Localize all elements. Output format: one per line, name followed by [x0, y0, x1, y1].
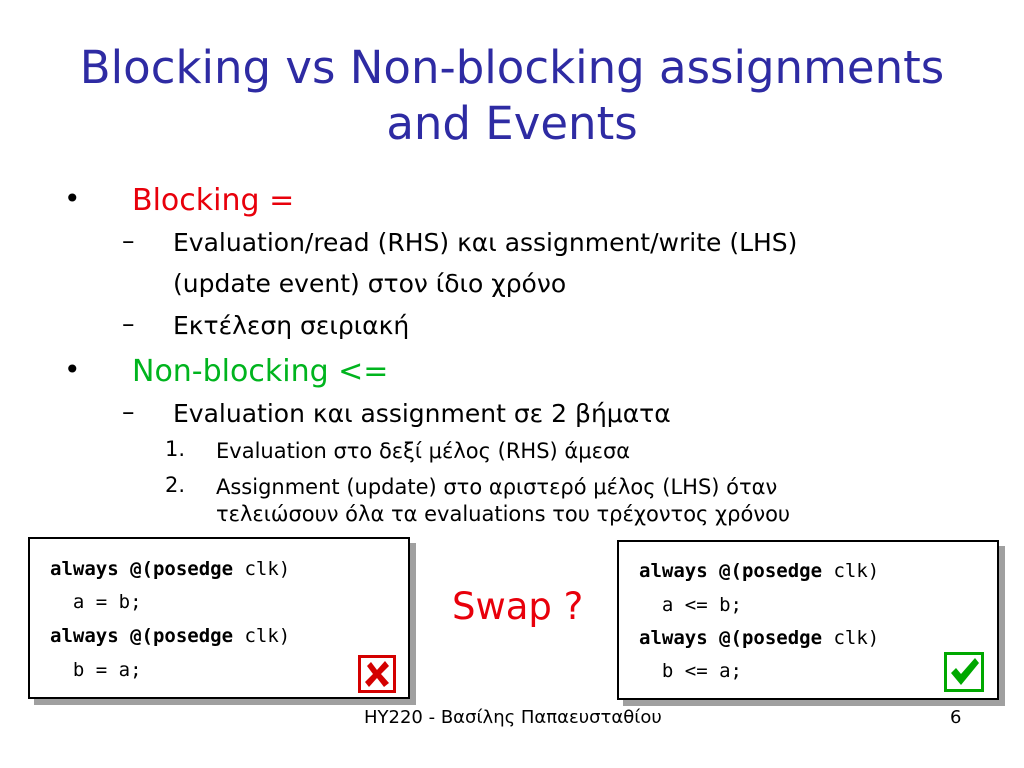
code-line: a = b;: [50, 591, 142, 613]
code-text: clk): [822, 627, 880, 649]
code-line: [639, 559, 879, 583]
nonblocking-code-box: [617, 540, 999, 700]
code-line: [50, 624, 290, 648]
bullet-marker: •: [64, 182, 81, 215]
numbered-marker-1: 1.: [165, 437, 186, 461]
checkmark-icon: [944, 652, 984, 692]
blocking-point-2: Εκτέλεση σειριακή: [173, 311, 410, 340]
code-keyword: posedge: [152, 558, 234, 580]
code-line: [639, 626, 879, 650]
dash-marker: –: [122, 397, 135, 426]
slide-title: [30, 40, 994, 152]
code-text: clk): [233, 558, 291, 580]
code-keyword: always @(: [639, 627, 742, 649]
code-line: a <= b;: [639, 594, 742, 616]
numbered-item-2-line-2: τελειώσουν όλα τα evaluations του τρέχοντος χρόνου: [216, 502, 791, 526]
numbered-marker-2: 2.: [165, 473, 186, 497]
code-line: b <= a;: [639, 660, 742, 682]
code-text: clk): [233, 625, 291, 647]
code-keyword: posedge: [741, 560, 823, 582]
cross-icon: [358, 655, 396, 693]
dash-marker: –: [122, 309, 135, 338]
numbered-item-1: Evaluation στο δεξί μέλος (RHS) άμεσα: [216, 439, 631, 463]
code-keyword: always @(: [639, 560, 742, 582]
swap-label: Swap ?: [452, 585, 584, 628]
blocking-heading: Blocking =: [132, 183, 295, 218]
nonblocking-heading: Non-blocking <=: [132, 354, 389, 389]
blocking-code-box: [28, 537, 410, 699]
code-keyword: always @(: [50, 625, 153, 647]
dash-marker: –: [122, 226, 135, 255]
code-line: b = a;: [50, 659, 142, 681]
blocking-point-1-line-2: (update event) στον ίδιο χρόνο: [173, 269, 567, 298]
code-line: [50, 557, 290, 581]
slide-title-line-2: and Events: [386, 97, 638, 150]
numbered-item-2-line-1: Assignment (update) στο αριστερό μέλος (LHS) όταν: [216, 475, 778, 499]
slide-title-line-1: Blocking vs Non-blocking assignments: [79, 41, 945, 94]
code-keyword: posedge: [741, 627, 823, 649]
nonblocking-point-1: Evaluation και assignment σε 2 βήματα: [173, 399, 671, 428]
footer-author: ΗΥ220 - Βασίλης Παπαευσταθίου: [364, 707, 662, 728]
code-keyword: always @(: [50, 558, 153, 580]
code-text: clk): [822, 560, 880, 582]
page-number: 6: [950, 707, 962, 728]
bullet-marker: •: [64, 353, 81, 386]
blocking-point-1-line-1: Evaluation/read (RHS) και assignment/write (LHS): [173, 228, 798, 257]
code-keyword: posedge: [152, 625, 234, 647]
